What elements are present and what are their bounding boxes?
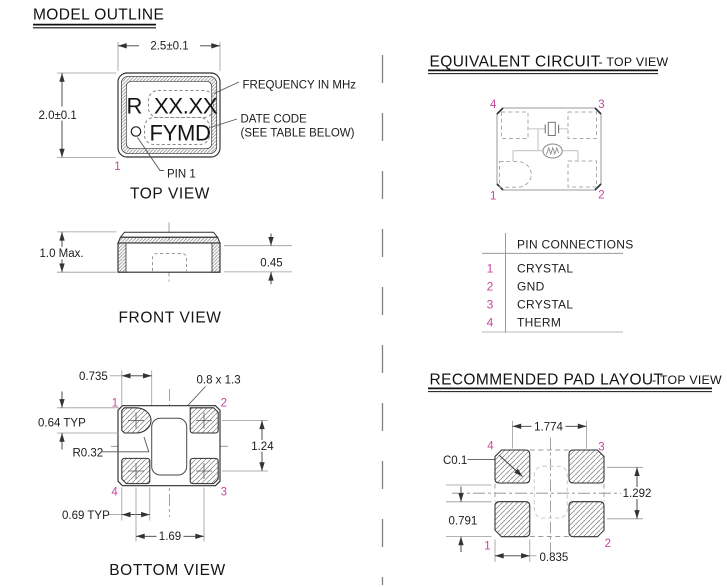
bottom-pin4-number: 4 [111,486,118,499]
table-row [487,279,545,293]
table-row [487,261,574,275]
bottom-view-drawing [37,371,276,580]
crystal-symbol [548,122,555,135]
pl-pin2-number: 2 [604,538,612,550]
ec-pin4-number: 4 [489,98,497,111]
front-view-drawing [38,223,293,327]
pin1-callout-label: PIN 1 [167,168,196,181]
pad-layout-title-suffix: - TOP VIEW [652,373,722,387]
top-view-pin1-number: 1 [114,161,121,173]
dim-chamfer-label: C0.1 [443,454,468,467]
dim-pad-width-label: 0.69 TYP [62,510,110,522]
cavity-outline [152,418,187,475]
datecode-callout-line2: (SEE TABLE BELOW) [240,127,355,140]
layout-pad-1 [495,502,530,537]
dim-row-pitch-label: 1.24 [251,440,274,453]
pad-layout-title: RECOMMENDED PAD LAYOUT [429,371,664,389]
top-dim-width-label: 2.5±0.1 [150,40,189,53]
equivalent-circuit-title: EQUIVALENT CIRCUIT [429,53,601,71]
row4-label: THERM [517,315,562,330]
pin1-marker-dot [131,127,140,136]
dim-pad-height-label: 0.64 TYP [38,417,86,430]
row2-pin: 2 [486,279,494,294]
ec-pin1-number: 1 [489,190,497,203]
marking-datecode: FYMD [149,120,211,146]
pl-pin4-number: 4 [487,440,494,453]
marking-frequency: XX.XX [154,93,218,119]
pad-layout-drawing [428,371,722,564]
front-dim-pad-label: 0.45 [260,257,283,270]
marking-prefix: R [126,93,143,119]
table-row [487,297,574,311]
row3-pin: 3 [486,297,494,312]
front-dim-height-label: 1.0 Max. [39,248,84,261]
dim-pad1-width-label: 0.735 [79,371,108,383]
row3-label: CRYSTAL [517,297,574,312]
lid-top [121,232,218,237]
top-view-drawing [37,39,357,203]
top-view-caption: TOP VIEW [129,185,211,203]
lid-seam-hatch [118,237,220,243]
front-right-castellation [212,243,220,272]
dim-radius-label: R0.32 [72,447,104,460]
bottom-view-caption: BOTTOM VIEW [109,562,226,579]
table-row [487,315,562,329]
frequency-callout-label: FREQUENCY IN MHz [242,79,357,92]
row1-pin: 1 [486,261,494,276]
pin-connections-table [482,233,634,333]
dim-pitch-x-label: 1.774 [534,421,563,434]
pl-pin3-number: 3 [598,441,605,454]
table-header: PIN CONNECTIONS [517,237,634,252]
bottom-pin1-number: 1 [111,397,119,410]
ec-pin2-number: 2 [598,189,605,202]
dim-cavity-label: 0.8 x 1.3 [196,374,241,387]
equivalent-circuit-title-suffix: - TOP VIEW [598,55,669,69]
dim-pitch-y-label: 1.292 [622,487,652,500]
front-left-castellation [118,243,126,272]
dim-pad-height-label-pl: 0.791 [448,515,478,528]
front-view-caption: FRONT VIEW [118,309,222,327]
layout-pad-2 [569,502,604,537]
ec-pin3-number: 3 [598,98,605,111]
bottom-pin2-number: 2 [220,397,228,410]
row4-pin: 4 [486,315,494,330]
sheet-title-block [33,7,164,28]
dim-pad-width-label-pl: 0.835 [539,551,569,564]
layout-pad-4 [495,450,530,483]
row2-label: GND [517,279,545,294]
row1-label: CRYSTAL [517,261,574,276]
datecode-callout-line1: DATE CODE [240,113,307,126]
front-body [118,243,220,272]
thermistor-symbol [543,144,562,158]
pl-pin1-number: 1 [484,540,491,553]
layout-pad-3 [569,450,604,483]
equivalent-circuit-drawing [428,53,669,202]
bottom-pin3-number: 3 [220,486,228,499]
sheet-title: MODEL OUTLINE [33,6,165,24]
dim-col-pitch-label: 1.69 [158,530,182,543]
top-dim-height-label: 2.0±0.1 [38,109,77,122]
